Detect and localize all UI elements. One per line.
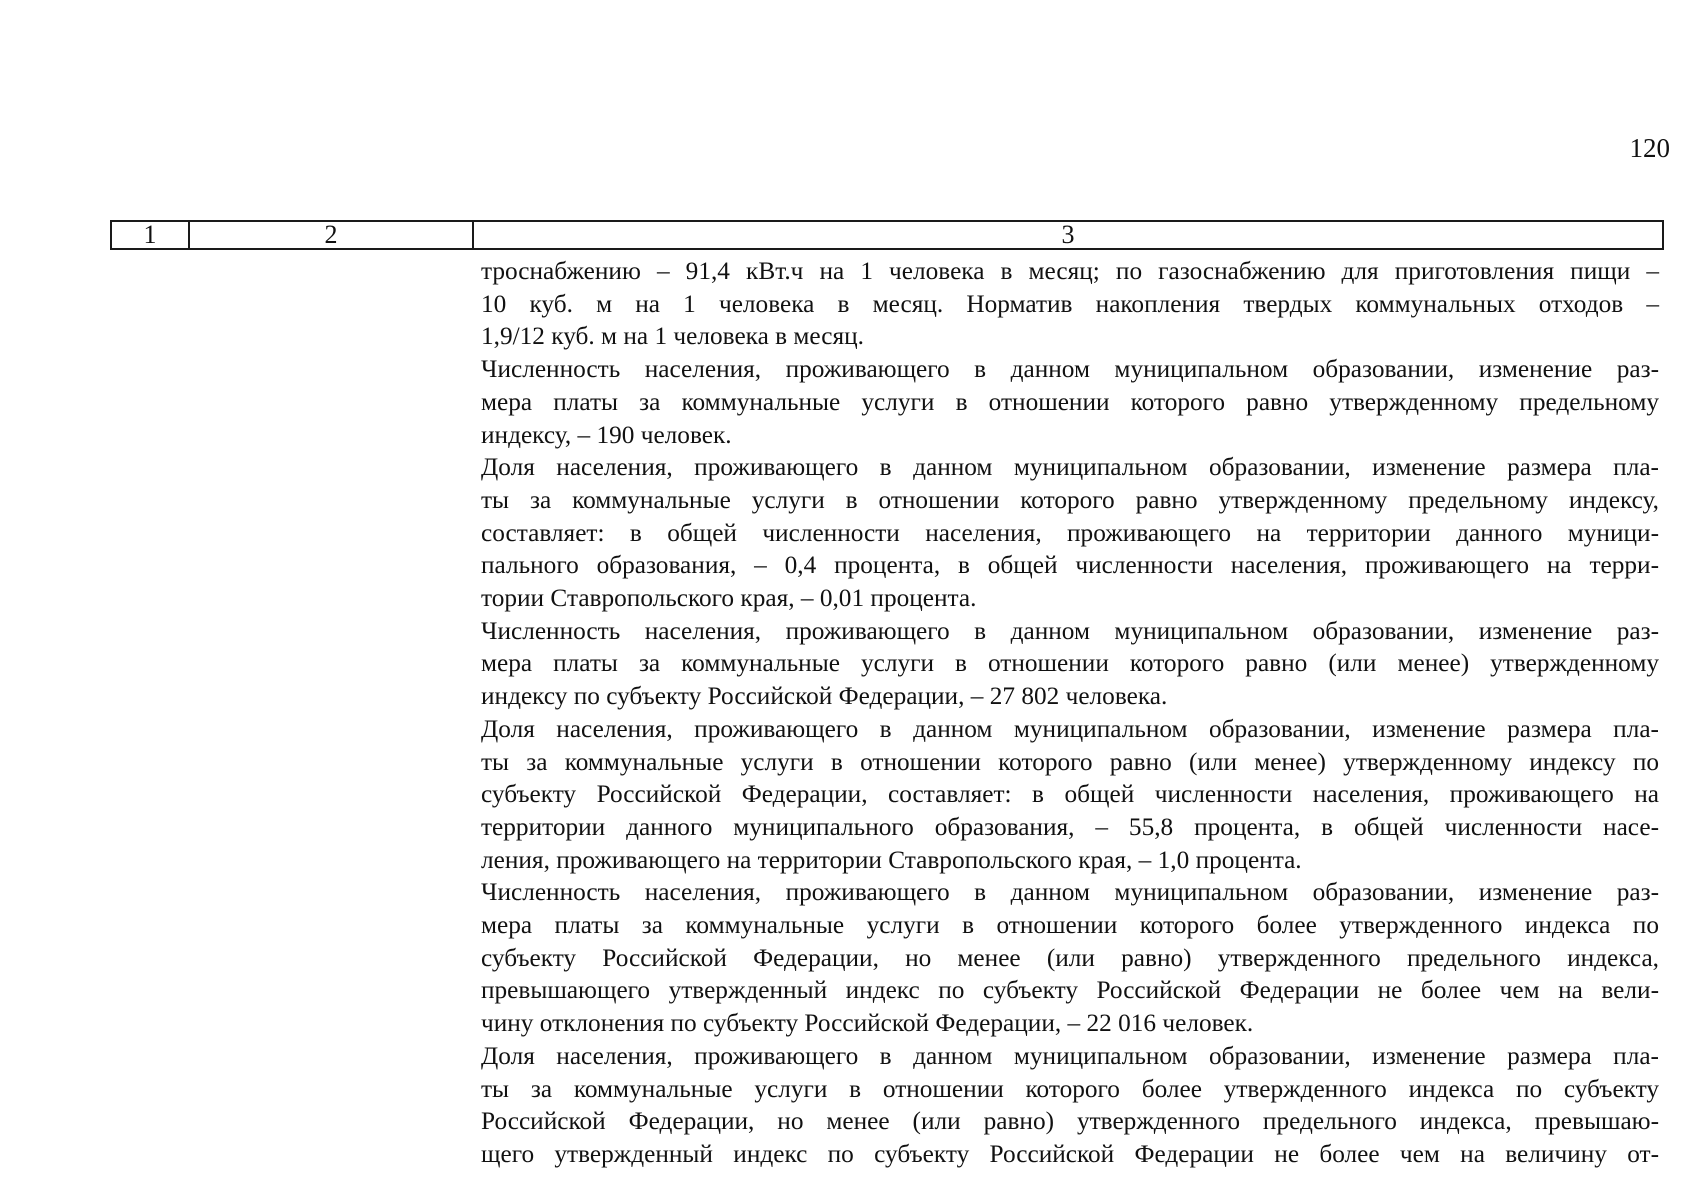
text-line: Доля населения, проживающего в данном муниципальном образовании, изменение размера пла- (481, 1041, 1659, 1070)
text-line: Численность населения, проживающего в данном муниципальном образовании, изменение раз- (481, 878, 1659, 907)
text-line: 10 куб. м на 1 человека в месяц. Норматив накопления твердых коммунальных отходов – (481, 289, 1659, 318)
text-line: троснабжению – 91,4 кВт.ч на 1 человека в месяц; по газоснабжению для приготовления пищи – (481, 257, 1659, 285)
text-line: мера платы за коммунальные услуги в отношении которого более утвержденного индекса по (481, 911, 1659, 940)
table-header-row (110, 220, 1664, 250)
text-line: индексу по субъекту Российской Федерации, – 27 802 человека. (481, 682, 1168, 711)
text-line: Численность населения, проживающего в данном муниципальном образовании, изменение раз- (481, 355, 1659, 384)
page-number: 120 (1629, 133, 1670, 163)
text-line: тории Ставропольского края, – 0,01 процента. (481, 584, 977, 613)
text-line: индексу, – 190 человек. (481, 420, 732, 449)
text-line: чину отклонения по субъекту Российской Федерации, – 22 016 человек. (481, 1009, 1254, 1038)
text-line: превышающего утвержденный индекс по субъекту Российской Федерации не более чем на вели- (481, 976, 1659, 1005)
text-line: субъекту Российской Федерации, но менее (или равно) утвержденного предельного индекса, (481, 943, 1659, 972)
paragraph (481, 255, 1659, 353)
text-line: ления, проживающего на территории Ставропольского края, – 1,0 процента. (481, 845, 1302, 874)
table-header-col-3: 3 (472, 222, 1662, 248)
table-header-col-1: 1 (143, 220, 157, 249)
paragraph (481, 615, 1659, 713)
text-line: 1,9/12 куб. м на 1 человека в месяц. (481, 322, 864, 351)
paragraph (481, 353, 1659, 451)
text-line: субъекту Российской Федерации, составляет: в общей численности населения, проживающего на (481, 780, 1659, 809)
text-line: мера платы за коммунальные услуги в отношении которого равно (или менее) утвержденному (481, 649, 1659, 678)
text-line: пального образования, – 0,4 процента, в общей численности населения, проживающего на терри- (481, 551, 1659, 580)
text-line: ты за коммунальные услуги в отношении которого равно (или менее) утвержденному индексу по (481, 747, 1659, 776)
paragraph (481, 451, 1659, 615)
text-line: ты за коммунальные услуги в отношении которого равно утвержденному предельному индексу, (481, 485, 1659, 514)
text-line: Доля населения, проживающего в данном муниципальном образовании, изменение размера пла- (481, 453, 1659, 482)
text-line: щего утвержденный индекс по субъекту Российской Федерации не более чем на величину от- (481, 1139, 1659, 1168)
text-line: ты за коммунальные услуги в отношении которого более утвержденного индекса по субъекту (481, 1074, 1659, 1103)
paragraph (481, 1040, 1659, 1171)
paragraph (481, 713, 1659, 877)
text-line: составляет: в общей численности населения, проживающего на территории данного муници- (481, 518, 1659, 547)
text-line: Доля населения, проживающего в данном муниципальном образовании, изменение размера пла- (481, 714, 1659, 743)
text-line: мера платы за коммунальные услуги в отношении которого равно утвержденному предельному (481, 387, 1659, 416)
document-body (481, 255, 1659, 1171)
text-line: Численность населения, проживающего в данном муниципальном образовании, изменение раз- (481, 616, 1659, 645)
table-header-col-2: 2 (188, 222, 472, 248)
text-line: Российской Федерации, но менее (или равно) утвержденного предельного индекса, превышаю- (481, 1107, 1659, 1136)
text-line: территории данного муниципального образования, – 55,8 процента, в общей численности насе- (481, 812, 1659, 841)
paragraph (481, 876, 1659, 1040)
